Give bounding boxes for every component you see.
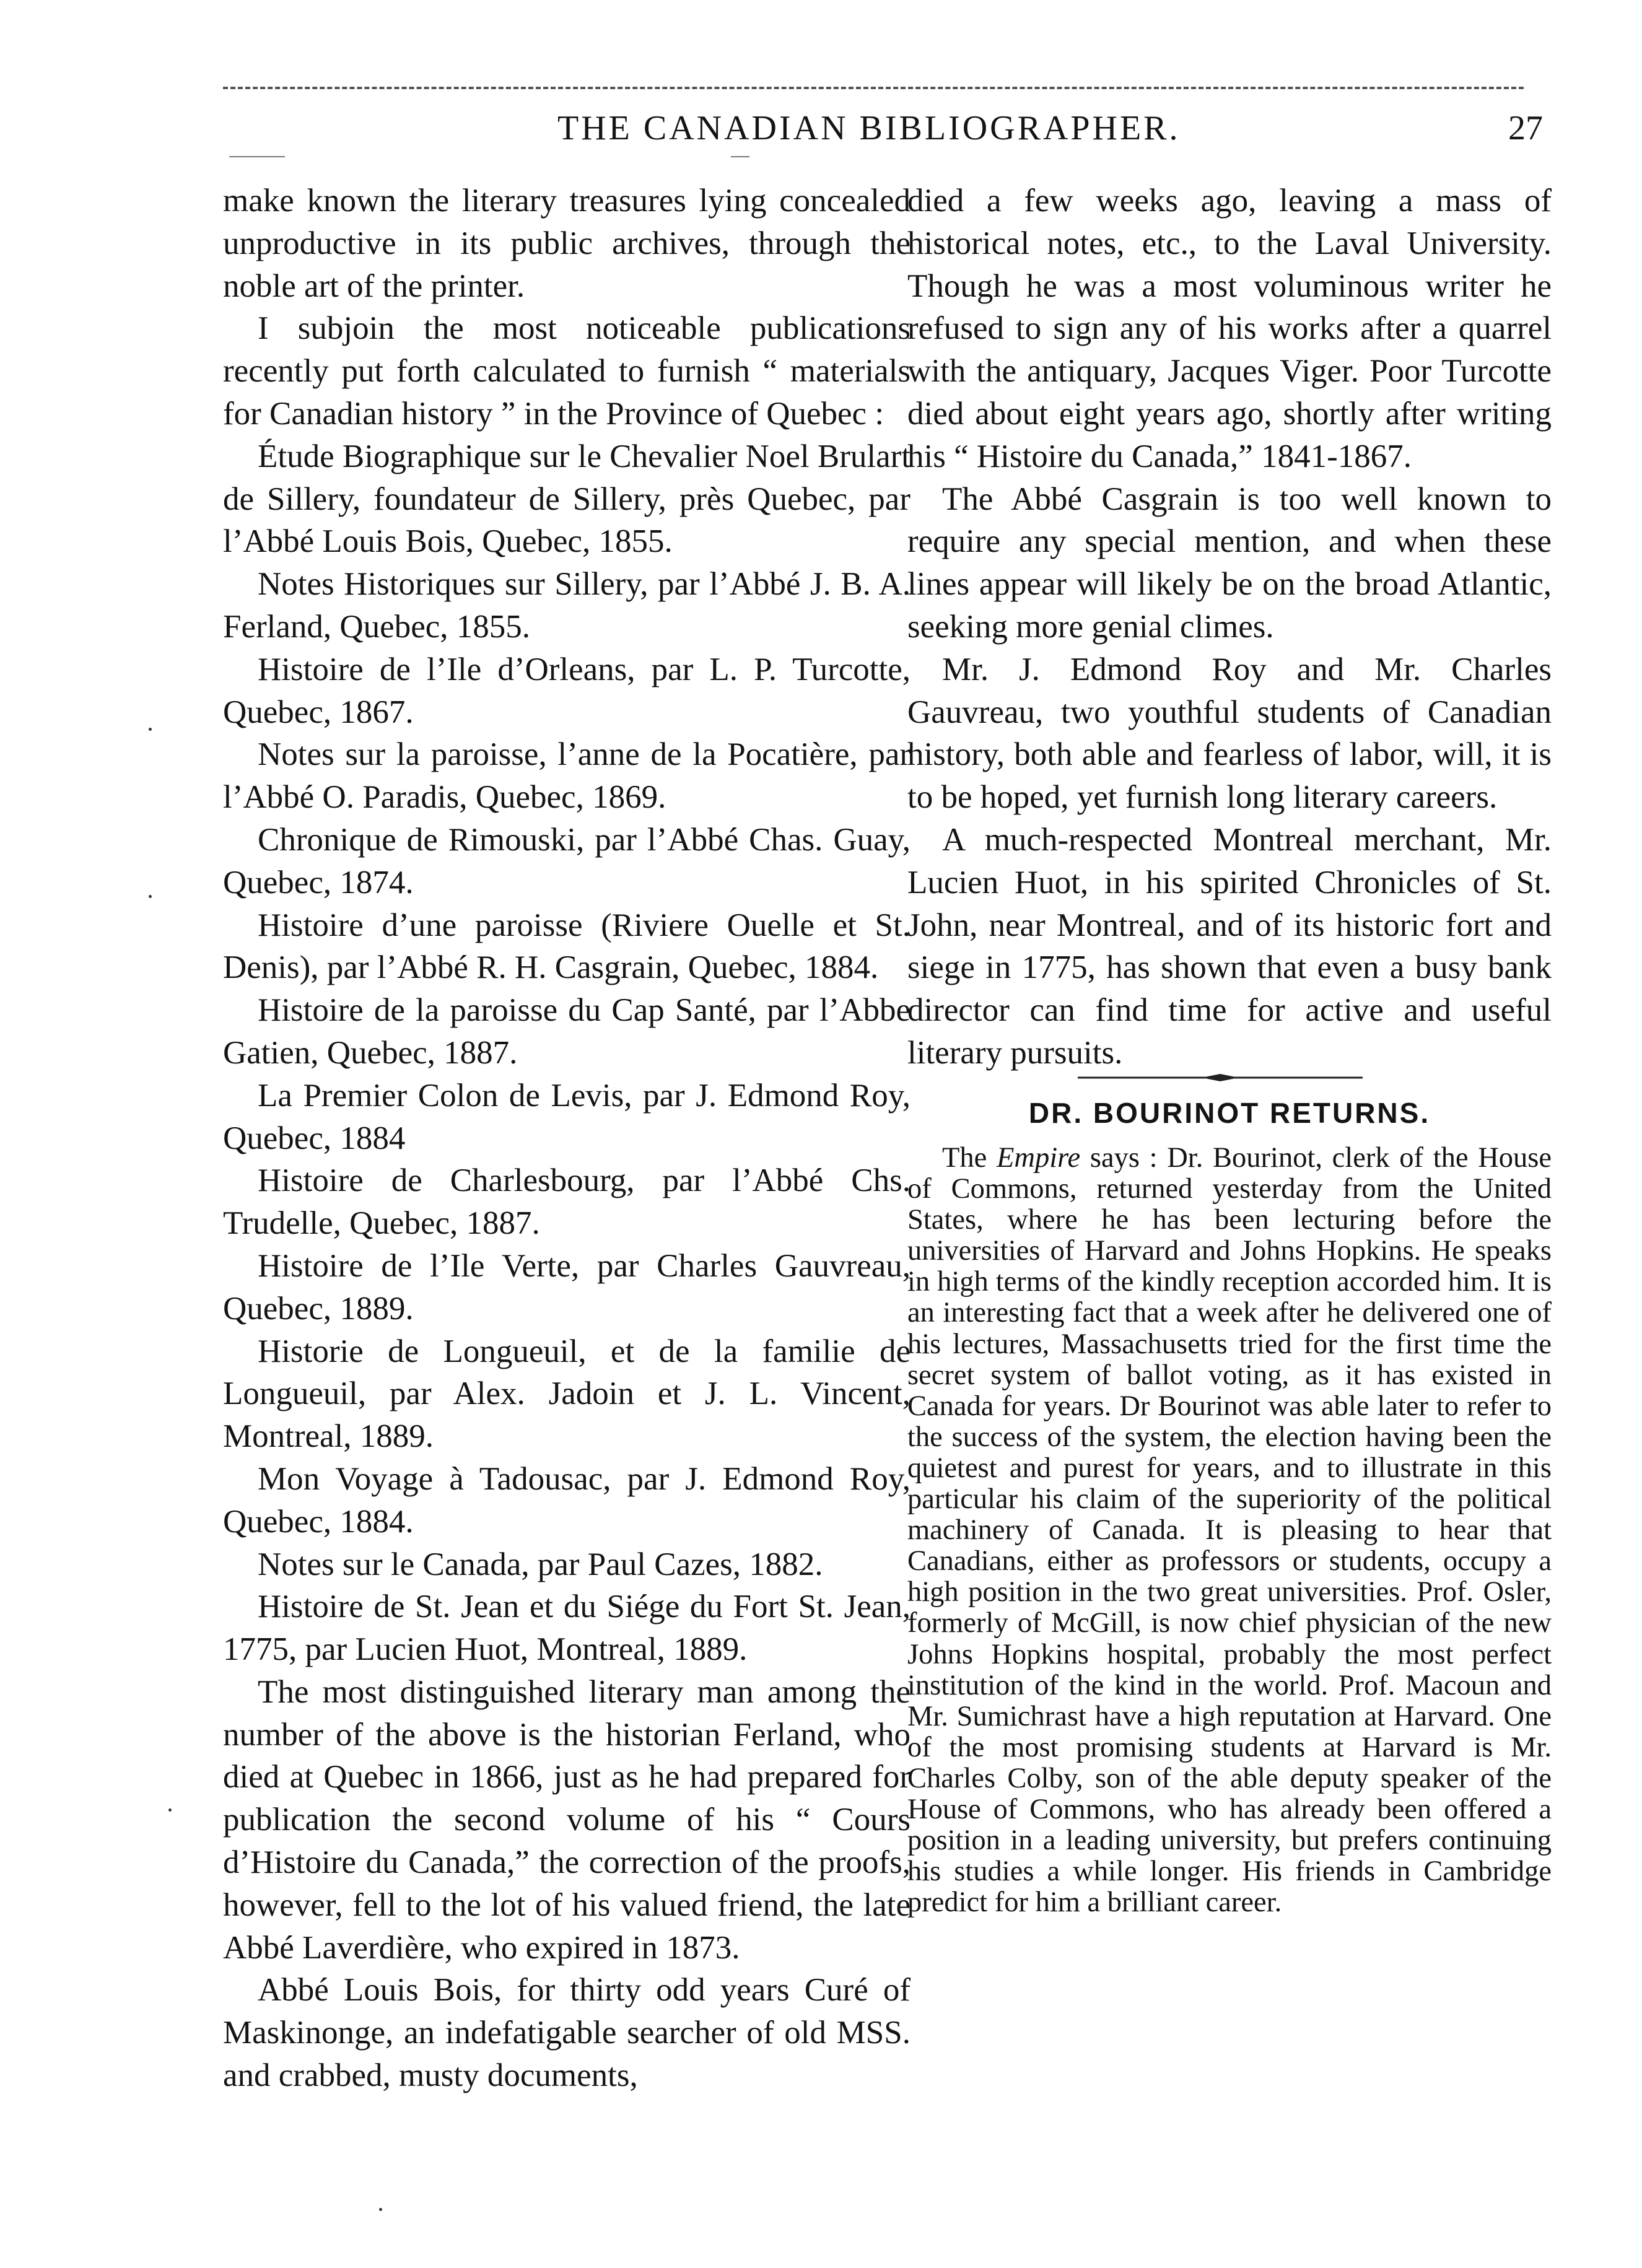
paragraph: make known the literary treasures lying concealed unproductive in its public archives, through the noble art of the printer.: [223, 183, 911, 304]
print-speck: [168, 1808, 172, 1812]
left-column: [223, 180, 911, 2097]
paragraph: The Abbé Casgrain is too well known to require any special mention, and when these lines appear will likely be on the broad Atlantic, seeking more genial climes.: [907, 481, 1552, 645]
bibliography-entry: Histoire de Charlesbourg, par l’Abbé Chs. Trudelle, Quebec, 1887.: [223, 1162, 911, 1242]
lead-says: says :: [1090, 1142, 1158, 1174]
article-paragraph: [907, 1143, 1552, 1918]
right-column: [907, 180, 1552, 1075]
section-title: DR. BOURINOT RETURNS.: [1028, 1097, 1431, 1129]
bibliography-entry: Histoire de l’Ile Verte, par Charles Gauvreau, Quebec, 1889.: [223, 1247, 911, 1327]
paragraph: I subjoin the most noticeable publications recently put forth calculated to furnish “ materials for Canadian history ” in the Province of Quebec :: [223, 310, 911, 432]
article-body: [907, 1143, 1552, 1918]
header-rule: [223, 87, 1524, 89]
bibliography-entry: Historie de Longueuil, et de la familie de Longueuil, par Alex. Jadoin et J. L. Vincent, Montreal, 1889.: [223, 1333, 911, 1455]
bibliography-entry: La Premier Colon de Levis, par J. Edmond Roy, Quebec, 1884: [223, 1077, 911, 1156]
bibliography-entry: Notes sur la paroisse, l’anne de la Pocatière, par l’Abbé O. Paradis, Quebec, 1869.: [223, 736, 911, 816]
print-speck: [149, 728, 152, 731]
lead-the: The: [942, 1142, 987, 1174]
paragraph: died a few weeks ago, leaving a mass of historical notes, etc., to the Laval University. Though he was a most voluminous writer he refused to sign any of his works after a quarrel with the antiquary, Jacques Viger. Poor Turcotte died about eight years ago, shortly after writing his “ Histoire du Canada,” 1841-1867.: [907, 183, 1552, 474]
bibliography-entry: Histoire de la paroisse du Cap Santé, par l’Abbe Gatien, Quebec, 1887.: [223, 992, 911, 1071]
print-speck: [379, 2208, 382, 2211]
paragraph: Abbé Louis Bois, for thirty odd years Curé of Maskinonge, an indefatigable searcher of old MSS. and crabbed, musty documents,: [223, 1972, 911, 2094]
paragraph: A much-respected Montreal merchant, Mr. Lucien Huot, in his spirited Chronicles of St. John, near Montreal, and of its historic fort and siege in 1775, has shown that even a busy bank director can find time for active and useful literary pursuits.: [907, 821, 1552, 1071]
section-ornament: [1078, 1073, 1363, 1082]
bibliography-entry: Histoire d’une paroisse (Riviere Ouelle et St. Denis), par l’Abbé R. H. Casgrain, Quebec, 1884.: [223, 907, 911, 986]
head-mark-left: [229, 156, 285, 157]
head-mark-right: [731, 156, 749, 157]
bibliography-entry: Mon Voyage à Tadousac, par J. Edmond Roy, Quebec, 1884.: [223, 1460, 911, 1540]
print-speck: [149, 895, 152, 898]
paragraph: Mr. J. Edmond Roy and Mr. Charles Gauvreau, two youthful students of Canadian history, both able and fearless of labor, will, it is to be hoped, yet furnish long literary careers.: [907, 651, 1552, 816]
page-number: 27: [1508, 109, 1543, 147]
bibliography-entry: Chronique de Rimouski, par l’Abbé Chas. Guay, Quebec, 1874.: [223, 821, 911, 901]
bibliography-entry: Notes Historiques sur Sillery, par l’Abbé J. B. A. Ferland, Quebec, 1855.: [223, 566, 911, 645]
source-name: Empire: [996, 1142, 1081, 1174]
bibliography-entry: Notes sur le Canada, par Paul Cazes, 1882.: [258, 1546, 823, 1582]
paragraph: The most distinguished literary man among the number of the above is the historian Ferland, who died at Quebec in 1866, just as he had prepared for publication the second volume of his “ Cours d’Histoire du Canada,” the correction of the proofs, however, fell to the lot of his valued friend, the late Abbé Laverdière, who expired in 1873.: [223, 1673, 911, 1966]
running-head: THE CANADIAN BIBLIOGRAPHER.: [557, 109, 1181, 147]
bibliography-entry: Étude Biographique sur le Chevalier Noel Brulart de Sillery, foundateur de Sillery, près Quebec, par l’Abbé Louis Bois, Quebec, 1855.: [223, 438, 911, 560]
bibliography-entry: Histoire de St. Jean et du Siége du Fort St. Jean, 1775, par Lucien Huot, Montreal, 1889.: [223, 1589, 911, 1668]
bibliography-entry: Histoire de l’Ile d’Orleans, par L. P. Turcotte, Quebec, 1867.: [223, 651, 911, 730]
article-text: Dr. Bourinot, clerk of the House of Commons, returned yesterday from the United States, where he has been lecturing before the universities of Harvard and Johns Hopkins. He speaks in high terms of the kindly reception accorded him. It is an interesting fact that a week after he delivered one of his lectures, Massachusetts tried for the first time the secret system of ballot voting, as it has existed in Canada for years. Dr Bourinot was able later to refer to the success of the system, the election having been the quietest and purest for years, and to illustrate in this particular his claim of the superiority of the political machinery of Canada. It is pleasing to hear that Canadians, either as professors or students, occupy a high position in the two great universities. Prof. Osler, formerly of McGill, is now chief physician of the new Johns Hopkins hospital, probably the most perfect institution of the kind in the world. Prof. Macoun and Mr. Sumichrast have a high reputation at Harvard. One of the most promising students at Harvard is Mr. Charles Colby, son of the able deputy speaker of the House of Commons, who has already been offered a position in a leading university, but prefers continuing his studies a while longer. His friends in Cambridge predict for him a brilliant career.: [907, 1142, 1552, 1919]
